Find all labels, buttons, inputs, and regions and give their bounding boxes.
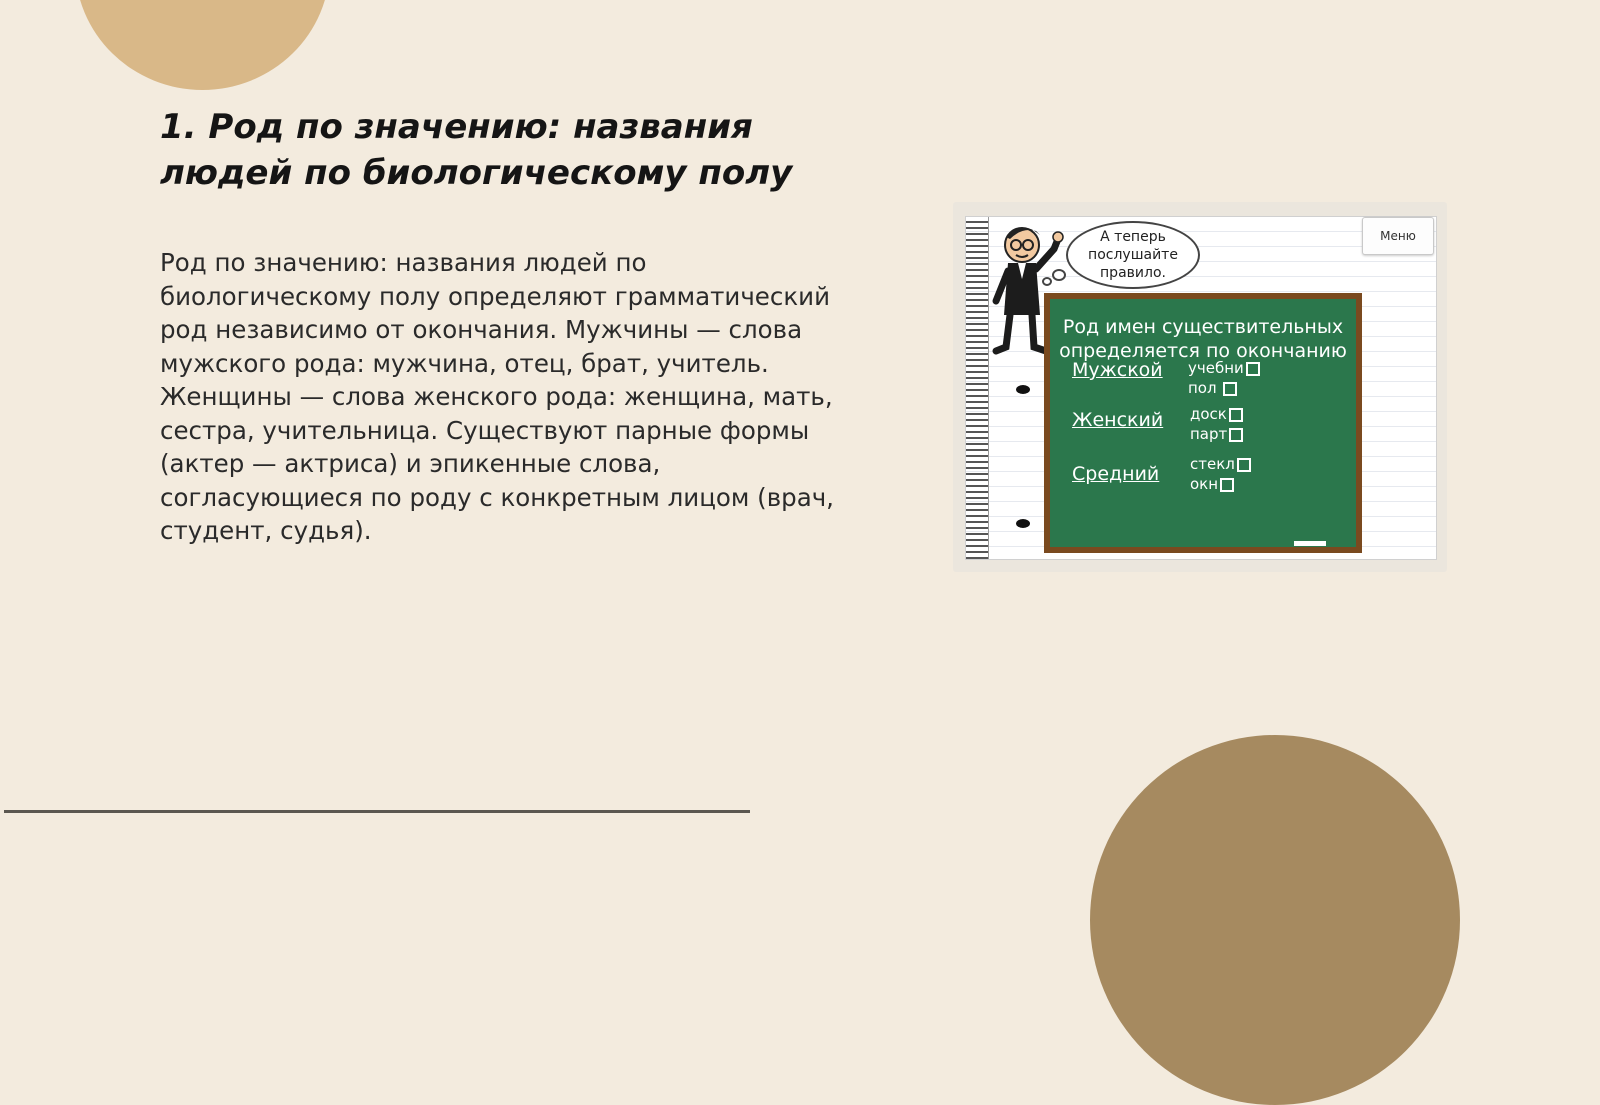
board-heading-line-1: Род имен существительных — [1062, 316, 1344, 338]
notebook-hole — [1016, 519, 1030, 528]
lesson-illustration — [953, 202, 1447, 572]
notebook-hole — [1016, 385, 1030, 394]
menu-button[interactable]: Меню — [1362, 217, 1434, 255]
gender-masculine[interactable]: Мужской — [1072, 359, 1163, 381]
decorative-circle-top — [75, 0, 330, 90]
ending-box[interactable] — [1246, 362, 1260, 376]
divider-line — [4, 810, 750, 813]
word-item: парт — [1190, 425, 1243, 444]
notebook-page — [965, 216, 1437, 560]
gender-neuter[interactable]: Средний — [1072, 463, 1160, 485]
slide-title: 1. Род по значению: названия людей по биологическому полу — [160, 107, 793, 193]
slide-body-text: Род по значению: названия людей по биологическому полу определяют грамматический род независимо от окончания. Мужчины — слова мужского рода: мужчина, отец, брат, учитель. Женщины — слова женского рода: женщина, мать, сестра, учительница. Существуют парные формы (актер — актриса) и эпикенные слова, согласующиеся по роду с конкретным лицом (врач, студент, судья). — [160, 248, 834, 545]
word-item: учебни — [1188, 359, 1260, 378]
board-heading — [1050, 315, 1356, 363]
ending-box[interactable] — [1229, 428, 1243, 442]
bubble-dot — [1042, 277, 1052, 286]
word-item: стекл — [1190, 455, 1251, 474]
ending-box[interactable] — [1237, 458, 1251, 472]
speech-bubble-text: А теперь послушайте правило. — [1088, 229, 1178, 281]
gender-feminine[interactable]: Женский — [1072, 409, 1164, 431]
chalkboard — [1044, 293, 1362, 553]
ending-box[interactable] — [1220, 478, 1234, 492]
bubble-dot — [1052, 269, 1066, 281]
word-item: доск — [1190, 405, 1243, 424]
chalk-piece — [1294, 541, 1326, 546]
word-item: пол — [1188, 379, 1237, 398]
ending-box[interactable] — [1223, 382, 1237, 396]
word-item: окн — [1190, 475, 1234, 494]
notebook-spiral — [966, 217, 989, 559]
board-heading-line-2: определяется по окончанию — [1059, 340, 1347, 362]
decorative-circle-bottom — [1090, 735, 1460, 1105]
speech-bubble — [1066, 221, 1200, 289]
ending-box[interactable] — [1229, 408, 1243, 422]
